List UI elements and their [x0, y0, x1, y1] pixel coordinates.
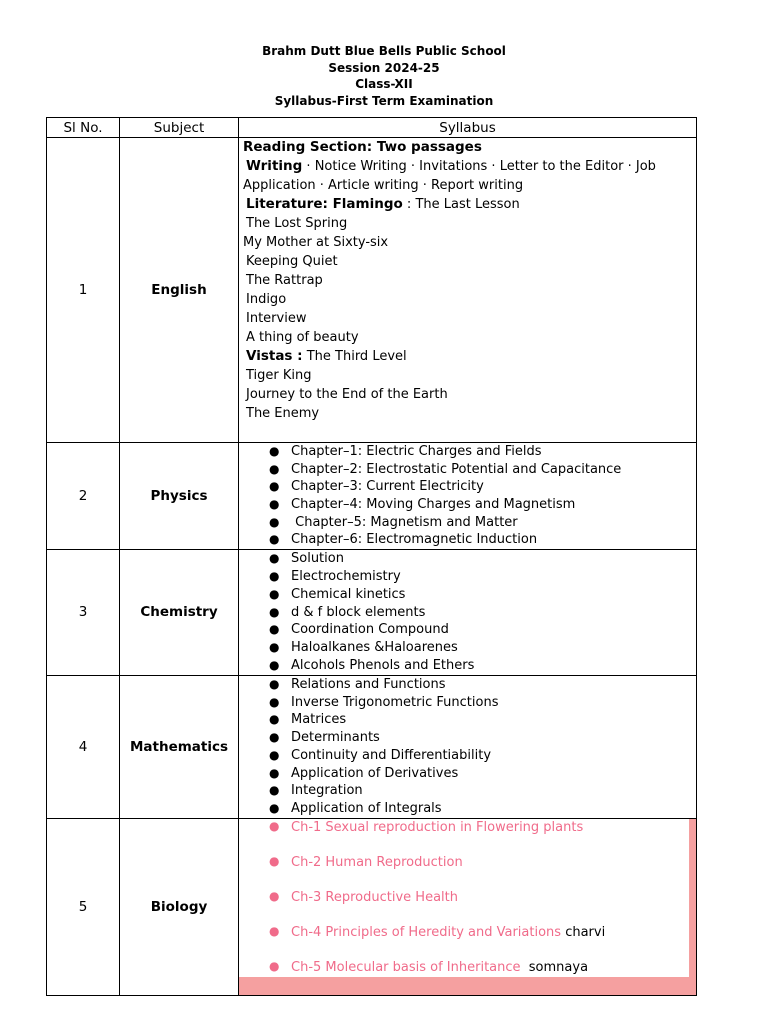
bullet-icon: ●	[269, 640, 280, 655]
subject-name: Mathematics	[120, 675, 239, 818]
table-row-chemistry	[47, 550, 697, 676]
bullet-icon: ●	[269, 765, 280, 780]
list-item: ● Ch-5 Molecular basis of Inheritance somnaya	[269, 959, 589, 976]
list-item: ● Chapter–6: Electromagnetic Induction	[269, 532, 538, 548]
bullet-icon: ●	[269, 747, 280, 762]
table-row-mathematics	[47, 675, 697, 818]
bullet-icon: ●	[269, 568, 280, 583]
bullet-icon: ●	[269, 819, 280, 834]
list-item: ● Coordination Compound	[269, 622, 449, 638]
list-item: ● Ch-2 Human Reproduction	[269, 854, 463, 871]
list-item: ● Chapter–1: Electric Charges and Fields	[269, 444, 542, 459]
list-item: ● Integration	[269, 783, 363, 799]
list-item: ● Application of Integrals	[269, 801, 442, 817]
list-item: ● Continuity and Differentiability	[269, 747, 492, 763]
bullet-icon: ●	[269, 676, 280, 691]
table-row-physics	[47, 443, 697, 550]
list-item: ● Ch-1 Sexual reproduction in Flowering plants	[269, 819, 584, 836]
list-item: ● Chapter–3: Current Electricity	[269, 479, 484, 495]
sl-no: 2	[47, 443, 120, 550]
bullet-icon: ●	[269, 461, 280, 476]
bullet-icon: ●	[269, 801, 280, 816]
list-item: Tiger King	[246, 368, 312, 383]
list-item: ● Relations and Functions	[269, 676, 446, 692]
syllabus-physics	[239, 443, 697, 550]
list-item: ● Ch-4 Principles of Heredity and Variations charvi	[269, 924, 606, 941]
syllabus-biology	[239, 819, 697, 996]
list-item: Journey to the End of the Earth	[246, 387, 448, 402]
student-note: charvi	[561, 925, 606, 941]
syllabus-mathematics	[239, 675, 697, 818]
list-item: ● Solution	[269, 551, 344, 567]
syllabus-english	[239, 138, 697, 443]
subject-name: Chemistry	[120, 550, 239, 676]
list-item: A thing of beauty	[246, 330, 359, 345]
bullet-icon: ●	[269, 497, 280, 512]
table-header-row	[47, 118, 697, 138]
list-item: The Rattrap	[246, 273, 323, 288]
list-item: ● Matrices	[269, 712, 347, 728]
list-item: Keeping Quiet	[246, 254, 338, 269]
literature-section: Literature: Flamingo : The Last Lesson	[246, 196, 520, 212]
bullet-icon: ●	[269, 622, 280, 637]
bullet-icon: ●	[269, 694, 280, 709]
bullet-icon: ●	[269, 514, 280, 529]
table-row-english	[47, 138, 697, 443]
bullet-icon: ●	[269, 444, 280, 458]
sl-no: 3	[47, 550, 120, 676]
syllabus-chemistry	[239, 550, 697, 676]
bullet-icon: ●	[269, 551, 280, 566]
bullet-icon: ●	[269, 854, 280, 869]
list-item: The Enemy	[246, 406, 320, 421]
list-item: ● Chapter–5: Magnetism and Matter	[269, 514, 518, 530]
col-syllabus: Syllabus	[239, 118, 697, 138]
bullet-icon: ●	[269, 783, 280, 798]
bullet-icon: ●	[269, 924, 280, 939]
sl-no: 4	[47, 675, 120, 818]
list-item: ● Electrochemistry	[269, 568, 401, 584]
table-row-biology	[47, 819, 697, 996]
sl-no: 5	[47, 819, 120, 996]
school-name: Brahm Dutt Blue Bells Public School	[262, 44, 506, 58]
list-item: My Mother at Sixty-six	[243, 235, 389, 250]
bullet-icon: ●	[269, 889, 280, 904]
bullet-icon: ●	[269, 712, 280, 727]
list-item: The Lost Spring	[246, 216, 348, 231]
list-item: ● Determinants	[269, 730, 380, 746]
list-item: ● Alcohols Phenols and Ethers	[269, 657, 475, 673]
bullet-icon: ●	[269, 657, 280, 672]
student-note: somnaya	[524, 960, 589, 976]
list-item: ● Chapter–4: Moving Charges and Magnetism	[269, 497, 576, 513]
bullet-icon: ●	[269, 532, 280, 547]
reading-section: Reading Section: Two passages	[243, 139, 482, 155]
syllabus-table	[46, 117, 697, 996]
vistas-section: Vistas : The Third Level	[246, 348, 407, 364]
list-item: ● Application of Derivatives	[269, 765, 459, 781]
col-sl-no: Sl No.	[47, 118, 120, 138]
writing-section: Writing · Notice Writing · Invitations · Letter to the Editor · Job Application · Article writing · Report writing	[243, 158, 656, 193]
list-item: ● Chapter–2: Electrostatic Potential and Capacitance	[269, 461, 622, 477]
sl-no: 1	[47, 138, 120, 443]
list-item: Indigo	[246, 292, 287, 307]
bullet-icon: ●	[269, 604, 280, 619]
list-item: ● Ch-3 Reproductive Health	[269, 889, 458, 906]
subject-name: English	[120, 138, 239, 443]
list-item: ● Haloalkanes &Haloarenes	[269, 640, 458, 656]
col-subject: Subject	[120, 118, 239, 138]
list-item: ● d & f block elements	[269, 604, 426, 620]
bullet-icon: ●	[269, 959, 280, 974]
bullet-icon: ●	[269, 586, 280, 601]
list-item: Interview	[246, 311, 307, 326]
bullet-icon: ●	[269, 730, 280, 745]
class-name: Class-XII	[355, 77, 413, 91]
subject-name: Biology	[120, 819, 239, 996]
document-header	[0, 43, 768, 109]
exam-title: Syllabus-First Term Examination	[274, 93, 494, 108]
list-item: ● Chemical kinetics	[269, 586, 406, 602]
subject-name: Physics	[120, 443, 239, 550]
session: Session 2024-25	[328, 60, 440, 75]
bullet-icon: ●	[269, 479, 280, 494]
list-item: ● Inverse Trigonometric Functions	[269, 694, 499, 710]
